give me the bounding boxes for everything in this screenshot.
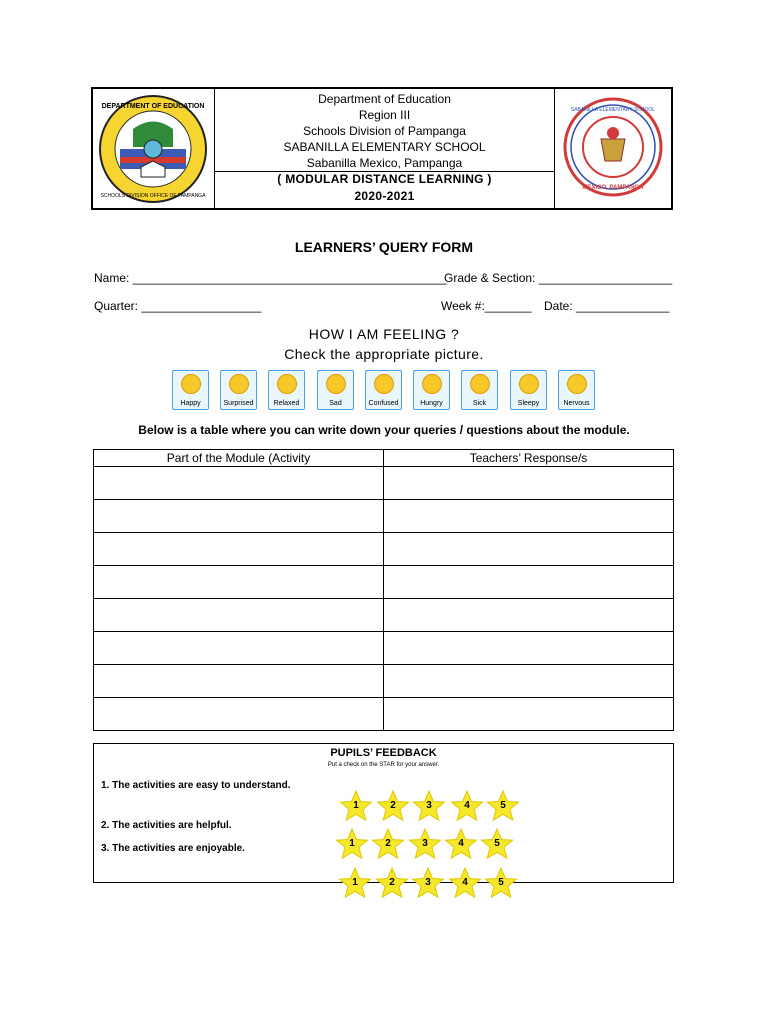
emotion-sick[interactable]: Sick	[461, 370, 498, 410]
query-cell[interactable]	[94, 533, 384, 566]
left-logo-bottom-text: SCHOOLS DIVISION OFFICE OF PAMPANGA	[100, 193, 206, 199]
star-label: 3	[422, 838, 428, 849]
emotion-sleepy[interactable]: Sleepy	[510, 370, 547, 410]
sleepy-face-icon	[519, 374, 539, 394]
grade-section-field[interactable]: Grade & Section: ____________________	[444, 271, 673, 285]
sad-face-icon	[326, 374, 346, 394]
table-row	[94, 698, 674, 731]
response-cell[interactable]	[384, 467, 674, 500]
table-row	[94, 566, 674, 599]
table-row	[94, 599, 674, 632]
star-rating-2-1[interactable]	[335, 827, 369, 861]
feedback-subtitle: Put a check on the STAR for your answer.	[327, 762, 440, 768]
query-cell[interactable]	[94, 698, 384, 731]
emotion-sad[interactable]: Sad	[317, 370, 354, 410]
emotion-happy[interactable]: Happy	[172, 370, 209, 410]
surprised-face-icon	[229, 374, 249, 394]
star-rating-3-2[interactable]	[375, 866, 409, 900]
year-line: 2020-2021	[354, 189, 415, 203]
query-cell[interactable]	[94, 500, 384, 533]
program-line: ( MODULAR DISTANCE LEARNING )	[277, 172, 492, 186]
star-rating-2-3[interactable]	[408, 827, 442, 861]
emotion-confused[interactable]: Confused	[365, 370, 402, 410]
sunglasses-face-icon	[277, 374, 297, 394]
nervous-face-icon	[567, 374, 587, 394]
star-label: 1	[353, 800, 359, 811]
star-label: 5	[494, 838, 500, 849]
emotion-relaxed[interactable]: Relaxed	[268, 370, 305, 410]
star-rating-2-5[interactable]	[480, 827, 514, 861]
star-label: 2	[389, 877, 395, 888]
form-title: LEARNERS’ QUERY FORM	[294, 239, 474, 255]
response-cell[interactable]	[384, 665, 674, 698]
star-rating-3-5[interactable]	[484, 866, 518, 900]
emotion-hungry[interactable]: Hungry	[413, 370, 450, 410]
star-rating-1-2[interactable]	[376, 789, 410, 823]
left-logo-cell	[93, 89, 215, 208]
left-logo-text: DEPARTMENT OF EDUCATION	[101, 103, 205, 110]
star-rating-3-1[interactable]	[338, 866, 372, 900]
star-label: 3	[425, 877, 431, 888]
star-label: 2	[390, 800, 396, 811]
star-rating-1-5[interactable]	[486, 789, 520, 823]
feedback-question-2: 2. The activities are helpful.	[101, 820, 232, 831]
star-rating-3-4[interactable]	[448, 866, 482, 900]
star-label: 5	[498, 877, 504, 888]
header-box	[91, 87, 673, 210]
feeling-title: HOW I AM FEELING ?	[308, 326, 460, 342]
query-table	[93, 449, 674, 731]
star-label: 5	[500, 800, 506, 811]
address-line: Sabanilla Mexico, Pampanga	[306, 156, 463, 170]
response-cell[interactable]	[384, 599, 674, 632]
response-cell[interactable]	[384, 566, 674, 599]
sick-face-icon	[470, 374, 490, 394]
star-label: 4	[464, 800, 470, 811]
star-label: 3	[426, 800, 432, 811]
table-intro: Below is a table where you can write down your queries / questions about the module.	[138, 423, 630, 437]
dept-line: Department of Education	[318, 92, 451, 106]
feedback-question-1: 1. The activities are easy to understand.	[101, 780, 291, 791]
star-rating-2-4[interactable]	[444, 827, 478, 861]
feedback-title: PUPILS’ FEEDBACK	[330, 747, 437, 759]
query-cell[interactable]	[94, 566, 384, 599]
response-cell[interactable]	[384, 632, 674, 665]
star-label: 1	[352, 877, 358, 888]
feeling-instruction: Check the appropriate picture.	[284, 346, 484, 362]
table-row	[94, 665, 674, 698]
table-row	[94, 500, 674, 533]
header-text-area	[214, 89, 555, 208]
star-label: 4	[458, 838, 464, 849]
division-line: Schools Division of Pampanga	[303, 124, 466, 138]
region-line: Region III	[358, 108, 411, 122]
hungry-face-icon	[422, 374, 442, 394]
response-cell[interactable]	[384, 698, 674, 731]
table-row	[94, 632, 674, 665]
feedback-question-3: 3. The activities are enjoyable.	[101, 843, 245, 854]
happy-face-icon	[181, 374, 201, 394]
school-info	[214, 89, 555, 172]
star-rating-1-4[interactable]	[450, 789, 484, 823]
confused-face-icon	[374, 374, 394, 394]
query-cell[interactable]	[94, 665, 384, 698]
right-logo-text: SABANILLA ELEMENTARY SCHOOL	[570, 107, 656, 113]
date-field[interactable]: Date: ______________	[544, 299, 670, 313]
response-cell[interactable]	[384, 500, 674, 533]
right-logo-bottom-text: MEXICO, PAMPANGA	[582, 185, 644, 191]
response-cell[interactable]	[384, 533, 674, 566]
table-row	[94, 533, 674, 566]
right-logo-cell	[554, 89, 671, 208]
school-seal-icon	[555, 89, 671, 208]
query-cell[interactable]	[94, 632, 384, 665]
query-cell[interactable]	[94, 467, 384, 500]
teacher-response-header: Teachers’ Response/s	[384, 450, 674, 467]
emotion-surprised[interactable]: Surprised	[220, 370, 257, 410]
star-rating-1-3[interactable]	[412, 789, 446, 823]
star-rating-3-3[interactable]	[411, 866, 445, 900]
star-label: 2	[385, 838, 391, 849]
star-rating-1-1[interactable]	[339, 789, 373, 823]
star-rating-2-2[interactable]	[371, 827, 405, 861]
program-info	[214, 171, 555, 205]
week-field[interactable]: Week #:_______	[441, 299, 532, 313]
module-part-header: Part of the Module (Activity	[94, 450, 384, 467]
name-field[interactable]: Name: _______________________________________________	[94, 271, 447, 285]
star-label: 4	[462, 877, 468, 888]
quarter-field[interactable]: Quarter: __________________	[94, 299, 262, 313]
deped-seal-icon	[93, 89, 214, 208]
emotion-nervous[interactable]: Nervous	[558, 370, 595, 410]
table-header-row	[94, 450, 674, 467]
query-cell[interactable]	[94, 599, 384, 632]
school-line: SABANILLA ELEMENTARY SCHOOL	[283, 140, 486, 154]
star-label: 1	[349, 838, 355, 849]
table-row	[94, 467, 674, 500]
